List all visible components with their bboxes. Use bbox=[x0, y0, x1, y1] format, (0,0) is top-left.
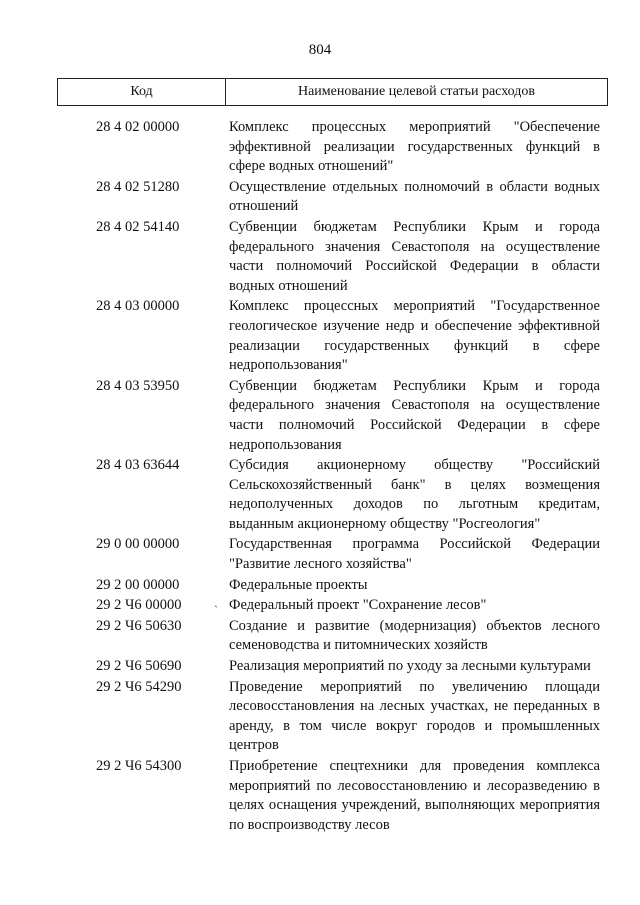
table-row bbox=[0, 576, 640, 596]
row-code: 29 2 00 00000 bbox=[96, 576, 180, 593]
header-code: Код bbox=[58, 79, 226, 105]
row-name: Приобретение спецтехники для проведения комплекса мероприятий по лесовосстановлению и лесоразведению в целях оснащения учреждений, выполняющих мероприятия по воспроизводству лесов bbox=[229, 758, 600, 833]
table-row bbox=[0, 178, 640, 217]
table-row bbox=[0, 297, 640, 375]
table-row bbox=[0, 657, 640, 677]
row-name: Федеральный проект "Сохранение лесов" bbox=[229, 597, 487, 614]
row-name: Государственная программа Российской Федерации "Развитие лесного хозяйства" bbox=[229, 536, 600, 573]
page-number: 804 bbox=[308, 42, 332, 58]
row-code: 28 4 03 63644 bbox=[96, 457, 180, 474]
table-row bbox=[0, 678, 640, 756]
row-code: 29 0 00 00000 bbox=[96, 536, 180, 553]
row-name: Проведение мероприятий по увеличению площади лесовосстановления на лесных участках, не переданных в аренду, в том числе вокруг городов и промышленных центров bbox=[229, 678, 600, 754]
row-code: 28 4 02 54140 bbox=[96, 218, 180, 235]
table-row bbox=[0, 757, 640, 835]
row-name: Субсидия акционерному обществу "Российский Сельскохозяйственный банк" в целях возмещения недополученных доходов по льготным кредитам, выданным акционерному обществу "Росгеология" bbox=[229, 457, 600, 532]
row-code: 28 4 02 51280 bbox=[96, 178, 180, 195]
table-row bbox=[0, 118, 640, 177]
row-name: Субвенции бюджетам Республики Крым и города федерального значения Севастополя на осуществление части полномочий Российской Федерации в сфере недропользования bbox=[229, 377, 600, 453]
row-code: 29 2 Ч6 50630 bbox=[96, 617, 182, 634]
row-name: Осуществление отдельных полномочий в области водных отношений bbox=[229, 178, 600, 215]
row-name: Субвенции бюджетам Республики Крым и города федерального значения Севастополя на осуществление части полномочий Российской Федерации в области водных отношений bbox=[229, 218, 600, 294]
row-code: 29 2 Ч6 50690 bbox=[96, 658, 182, 675]
row-name: Создание и развитие (модернизация) объектов лесного семеноводства и питомнических хозяйств bbox=[229, 617, 600, 654]
table-row bbox=[0, 617, 640, 656]
row-code: 28 4 03 53950 bbox=[96, 377, 180, 394]
header-name: Наименование целевой статьи расходов bbox=[297, 84, 536, 99]
table-row bbox=[0, 596, 640, 616]
row-name: Федеральные проекты bbox=[229, 576, 368, 593]
table-row bbox=[0, 218, 640, 296]
row-name: Реализация мероприятий по уходу за лесными культурами bbox=[229, 658, 591, 675]
table-header bbox=[57, 78, 608, 106]
row-code: 28 4 03 00000 bbox=[96, 298, 180, 315]
table-row bbox=[0, 535, 640, 574]
table-body bbox=[0, 118, 640, 836]
row-code: 28 4 02 00000 bbox=[96, 119, 180, 135]
table-row bbox=[0, 377, 640, 455]
row-name: Комплекс процессных мероприятий "Обеспечение эффективной реализации государственных функций в сфере водных отношений" bbox=[229, 119, 600, 175]
scan-mark: ˎ bbox=[214, 594, 218, 608]
row-code: 29 2 Ч6 54300 bbox=[96, 758, 182, 774]
table-row bbox=[0, 456, 640, 534]
row-code: 29 2 Ч6 54290 bbox=[96, 678, 182, 695]
row-name: Комплекс процессных мероприятий "Государственное геологическое изучение недр и обеспечение эффективной реализации государственных функций в сфере недропользования" bbox=[229, 298, 600, 374]
row-code: 29 2 Ч6 00000 bbox=[96, 597, 182, 614]
